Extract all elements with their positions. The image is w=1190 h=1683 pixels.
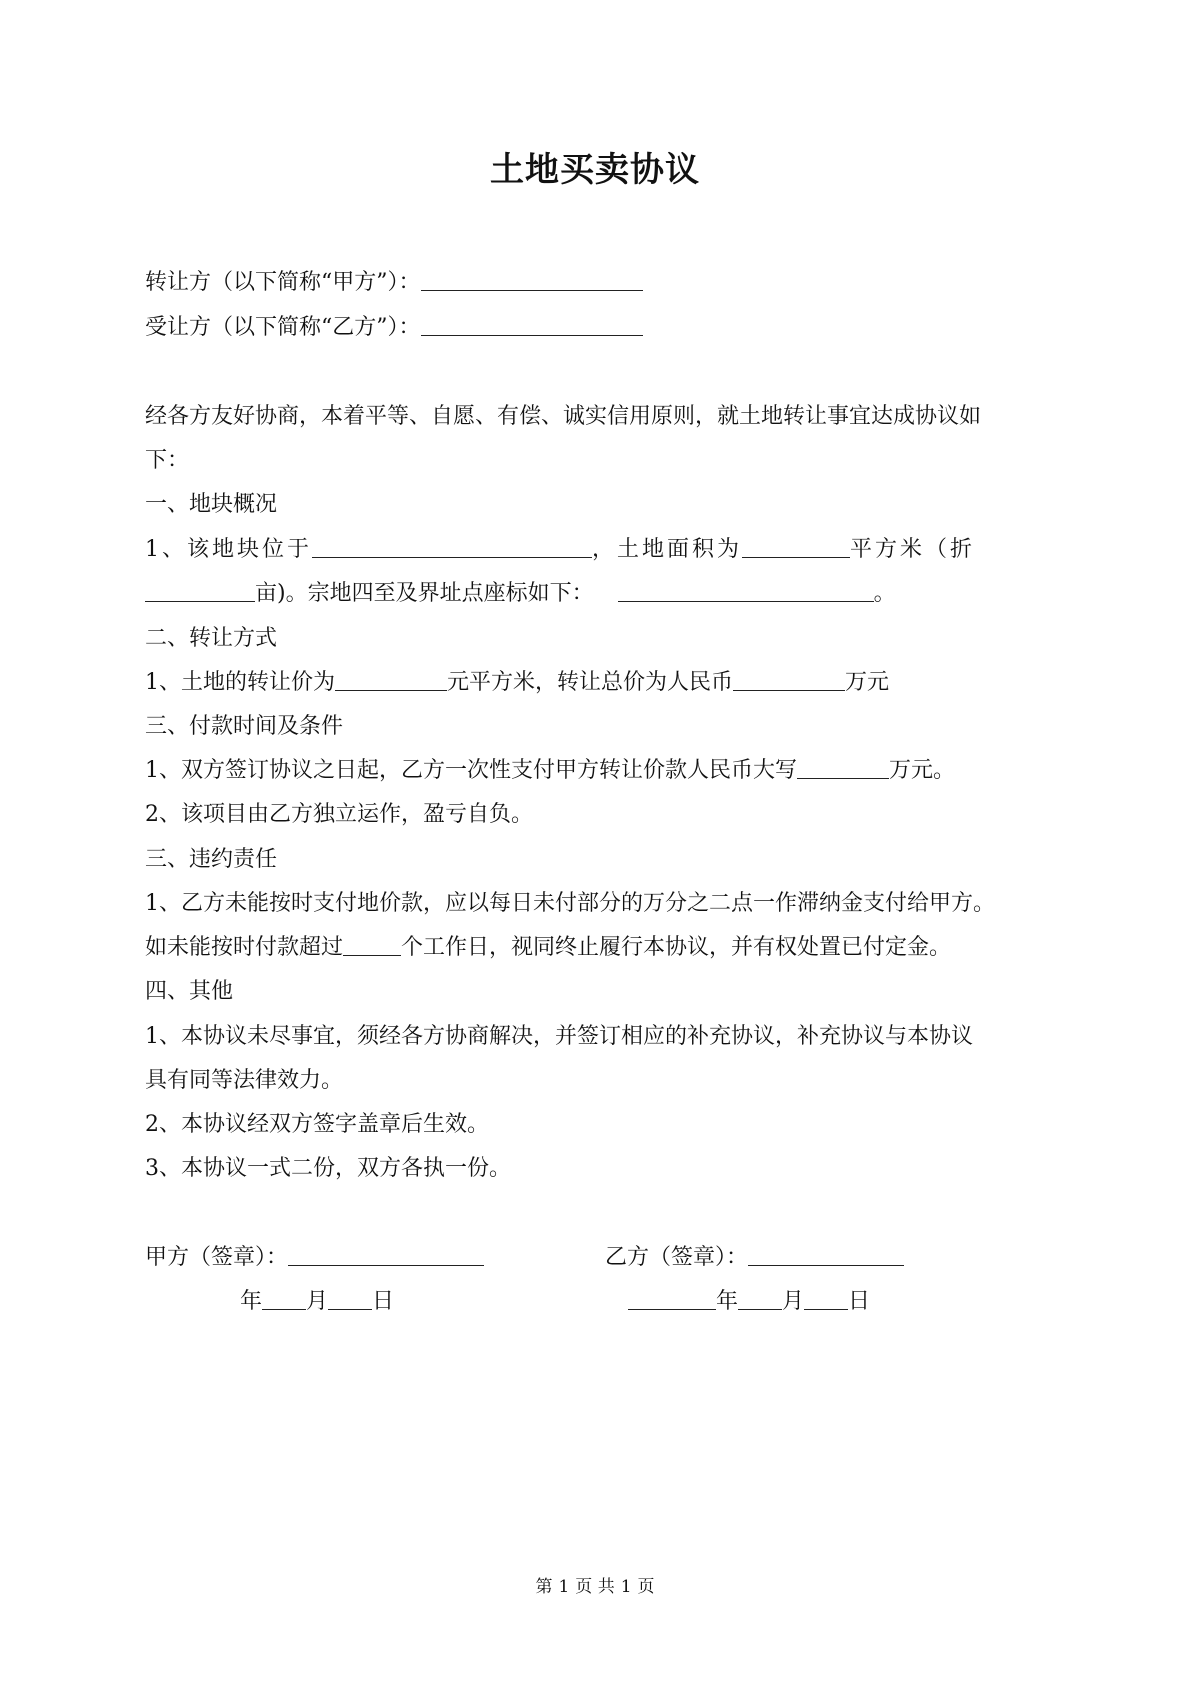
location-blank[interactable] bbox=[312, 535, 592, 558]
boundary-coords-blank[interactable] bbox=[618, 579, 874, 602]
transferee-label: 受让方（以下简称“乙方”）： bbox=[145, 315, 421, 340]
party-a-signature-line bbox=[145, 1243, 484, 1273]
total-price-blank[interactable] bbox=[733, 668, 845, 691]
intro-line-2: 下： bbox=[145, 448, 190, 473]
party-b-date-line: 年 月 日 bbox=[628, 1287, 870, 1317]
working-days-blank[interactable] bbox=[343, 933, 401, 956]
section-1-item-1-line-2: 亩)。宗地四至及界址点座标如下： 。 bbox=[145, 579, 896, 609]
area-mu-blank[interactable] bbox=[145, 579, 255, 602]
section-1-heading: 一、地块概况 bbox=[145, 492, 278, 517]
party-b-day-blank[interactable] bbox=[804, 1287, 848, 1310]
transferor-blank[interactable] bbox=[421, 268, 643, 291]
section-4-heading: 三、违约责任 bbox=[145, 847, 278, 872]
page-footer: 第 1 页 共 1 页 bbox=[535, 1577, 655, 1597]
section-3-item-2: 2、该项目由乙方独立运作，盈亏自负。 bbox=[145, 802, 533, 827]
transferee-blank[interactable] bbox=[421, 313, 643, 336]
party-b-signature-label: 乙方（签章）： bbox=[605, 1245, 749, 1270]
unit-price-blank[interactable] bbox=[335, 668, 447, 691]
section-2-item-1: 1、土地的转让价为 元平方米，转让总价为人民币 万元 bbox=[145, 670, 890, 695]
section-3-item-1: 1、双方签订协议之日起，乙方一次性支付甲方转让价款人民币大写 万元。 bbox=[145, 758, 956, 783]
page-total: 1 bbox=[620, 1577, 632, 1597]
party-b-year-blank[interactable] bbox=[628, 1287, 716, 1310]
party-b-month-blank[interactable] bbox=[738, 1287, 782, 1310]
page-current: 1 bbox=[558, 1577, 570, 1597]
party-a-date-line: 年 月 日 bbox=[240, 1289, 395, 1314]
section-3-heading: 三、付款时间及条件 bbox=[145, 714, 344, 739]
party-a-day-blank[interactable] bbox=[328, 1287, 372, 1310]
section-5-item-1-line-1: 1、本协议未尽事宜，须经各方协商解决，并签订相应的补充协议，补充协议与本协议 bbox=[145, 1024, 973, 1049]
area-sqm-blank[interactable] bbox=[742, 535, 850, 558]
transferee-line bbox=[145, 313, 643, 343]
section-2-heading: 二、转让方式 bbox=[145, 626, 278, 651]
section-5-heading: 四、其他 bbox=[145, 979, 234, 1004]
section-5-item-3: 3、本协议一式二份，双方各执一份。 bbox=[145, 1156, 511, 1181]
section-1-item-1-line-1: 1、该地块位于 ，土地面积为 平方米（折 bbox=[145, 537, 976, 562]
party-b-signature-blank[interactable] bbox=[748, 1243, 904, 1266]
transferor-line bbox=[145, 268, 643, 298]
transferor-label: 转让方（以下简称“甲方”）： bbox=[145, 270, 421, 295]
intro-line-1: 经各方友好协商，本着平等、自愿、有偿、诚实信用原则，就土地转让事宜达成协议如 bbox=[145, 404, 982, 429]
party-b-signature-line bbox=[605, 1243, 904, 1273]
payment-amount-blank[interactable] bbox=[797, 756, 889, 779]
party-a-signature-blank[interactable] bbox=[288, 1243, 484, 1266]
party-a-signature-label: 甲方（签章）： bbox=[145, 1245, 289, 1270]
section-4-item-1-line-1: 1、乙方未能按时支付地价款，应以每日未付部分的万分之二点一作滞纳金支付给甲方。 bbox=[145, 891, 995, 916]
section-4-item-1-line-2: 如未能按时付款超过 个工作日，视同终止履行本协议，并有权处置已付定金。 bbox=[145, 935, 952, 960]
party-a-month-blank[interactable] bbox=[262, 1287, 306, 1310]
document-title: 土地买卖协议 bbox=[490, 150, 700, 190]
section-5-item-1-line-2: 具有同等法律效力。 bbox=[145, 1068, 344, 1093]
section-5-item-2: 2、本协议经双方签字盖章后生效。 bbox=[145, 1112, 489, 1137]
